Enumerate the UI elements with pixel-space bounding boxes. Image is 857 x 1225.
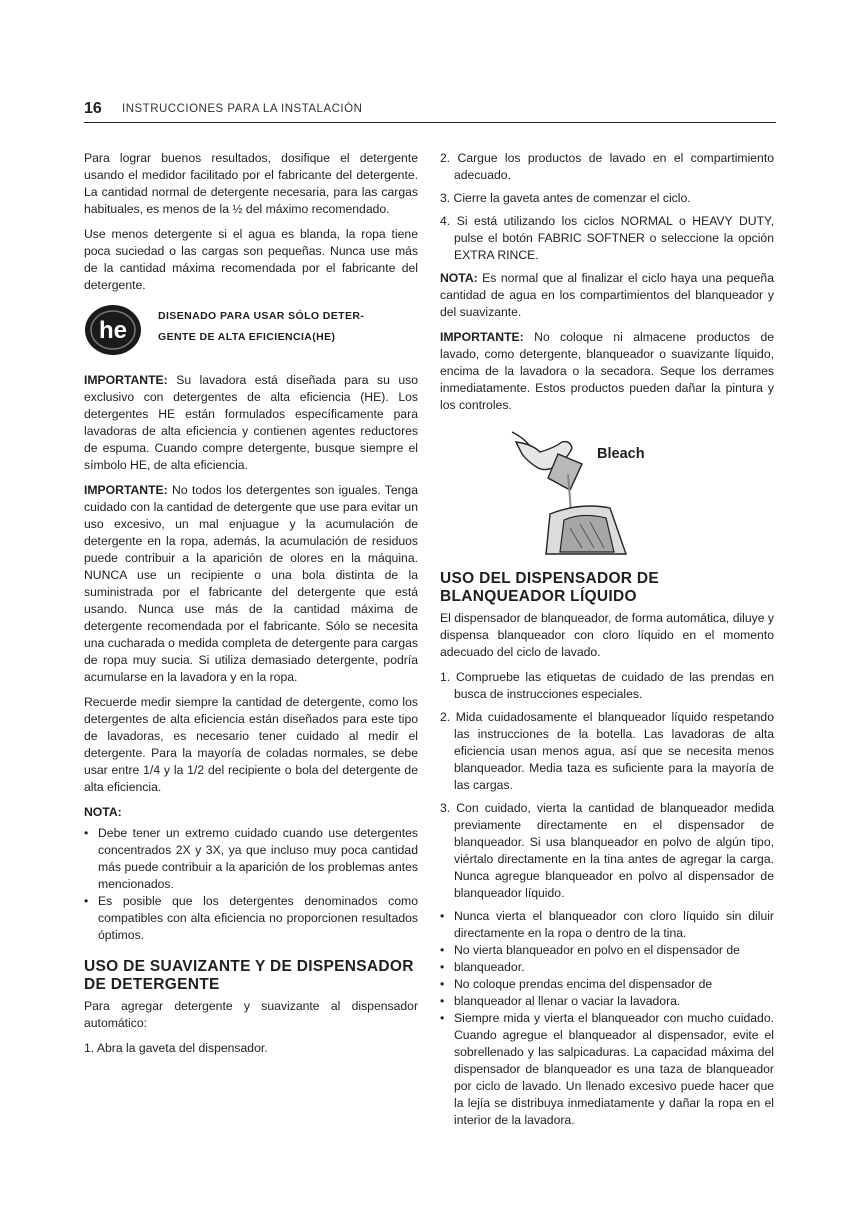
- important-storage-text: No coloque ni almacene productos de lavado, como detergente, blanqueador o suavizante líquido, encima de la lavadora o la secadora. Seque los derrames inmediatamente. Estos productos pueden dañar la pintura y los controles.: [440, 330, 774, 412]
- section-title: INSTRUCCIONES PARA LA INSTALACIÓN: [122, 103, 363, 115]
- measure-paragraph: Recuerde medir siempre la cantidad de detergente, como los detergentes de alta eficiencia están diseñados para este tipo de lavadoras, es necesario tener cuidado al medir el detergente. Para la mayoría de coladas normales, se debe usar entre 1/4 y la 1/2 del recipiente o bola del detergente de alta eficiencia.: [84, 695, 418, 794]
- page-header: [84, 100, 776, 123]
- bleach-illustration: [440, 424, 774, 556]
- list-item: • Es posible que los detergentes denominados como compatibles con alta eficiencia no proporcionen resultados óptimos.: [84, 893, 418, 944]
- page-number: 16: [84, 100, 102, 117]
- dispenser-heading: USO DE SUAVIZANTE Y DE DISPENSADOR DE DETERGENTE: [84, 958, 414, 993]
- bleach-step-3: 3. Con cuidado, vierta la cantidad de blanqueador medida previamente directamente en el dispensador de blanqueador. Si usa blanqueador en polvo de algún tipo, viértalo directamente en la tina antes de agregar la carga. Nunca agregue blanqueador en polvo al dispensador de blanqueador líquido.: [440, 801, 774, 900]
- soft-water-paragraph: Use menos detergente si el agua es blanda, la ropa tiene poca suciedad o las cargas son pequeñas. Nunca use más de la cantidad máxima recomendada por el fabricante del detergente.: [84, 227, 418, 292]
- important-he-paragraph: [84, 372, 418, 474]
- step-1: 1. Abra la gaveta del dispensador.: [84, 1041, 268, 1055]
- step-2: 2. Cargue los productos de lavado en el compartimiento adecuado.: [440, 151, 774, 182]
- bleach-label: Bleach: [597, 446, 645, 462]
- list-item: • blanqueador.: [440, 959, 774, 976]
- pouring-bleach-icon: [510, 424, 650, 556]
- he-notice-line-2: GENTE DE ALTA EFICIENCIA(HE): [158, 331, 336, 343]
- note-text: Es normal que al finalizar el ciclo haya una pequeña cantidad de agua en los compartimientos del blanqueador y del suavizante.: [440, 271, 774, 319]
- right-column: [440, 150, 774, 1129]
- he-logo-text: he: [98, 317, 128, 344]
- note-paragraph: [440, 270, 774, 321]
- bleach-step-2: 2. Mida cuidadosamente el blanqueador líquido respetando las instrucciones de la botella. Las lavadoras de alta eficiencia usan menos agua, así que se necesita menos blanqueador. Media taza es suficiente para la mayoría de las cargas.: [440, 710, 774, 792]
- important-label: IMPORTANTE:: [84, 373, 168, 387]
- important-he-text: Su lavadora está diseñada para su uso exclusivo con detergentes de alta eficiencia (HE). Los detergentes HE están formulados específicamente para lavadoras de alta eficiencia y contienen agentes reductores de espuma. Cuando compre detergente, busque siempre el símbolo HE, de alta eficiencia.: [84, 373, 418, 472]
- note-label: NOTA:: [84, 805, 122, 819]
- dispenser-intro: Para agregar detergente y suavizante al dispensador automático:: [84, 999, 418, 1030]
- step-4: 4. Si está utilizando los ciclos NORMAL o HEAVY DUTY, pulse el botón FABRIC SOFTNER o seleccione la opción EXTRA RINCE.: [440, 214, 774, 262]
- important-dosage-text: No todos los detergentes son iguales. Tenga cuidado con la cantidad de detergente que use para evitar un uso excesivo, un mal enjuague y la acumulación de detergente en la ropa, además, la acumulación de residuos puede contribuir a la aparición de olores en la máquina. NUNCA use un recipiente o una bola distinta de la suministrada por el fabricante del detergente que está usando. Nunca use más de la cantidad máxima de detergente recomendada por el fabricante. Sólo se necesita una cucharada o medida completa de detergente para cargas de ropa muy sucia. Si utiliza demasiado detergente, podría acumularse en la lavadora y en la ropa.: [84, 483, 418, 684]
- he-logo-icon: [84, 304, 144, 356]
- list-item: • No coloque prendas encima del dispensador de: [440, 976, 774, 993]
- important-dosage-paragraph: [84, 482, 418, 686]
- he-notice-text: [158, 306, 364, 348]
- list-item: • No vierta blanqueador en polvo en el dispensador de: [440, 942, 774, 959]
- important-label: IMPORTANTE:: [84, 483, 168, 497]
- step-3: 3. Cierre la gaveta antes de comenzar el ciclo.: [440, 191, 691, 205]
- list-item: • Siempre mida y vierta el blanqueador con mucho cuidado. Cuando agregue el blanqueador al dispensador, evite el sobrellenado y las salpicaduras. La capacidad máxima del dispensador de blanqueador es una taza de blanqueador por ciclo de lavado. Un llenado excesivo puede hacer que la lejía se distribuya inmediatamente y dañar la ropa en el interior de la lavadora.: [440, 1010, 774, 1129]
- bleach-step-1: 1. Compruebe las etiquetas de cuidado de las prendas en busca de instrucciones especiales.: [440, 670, 774, 701]
- list-item: • blanqueador al llenar o vaciar la lavadora.: [440, 993, 774, 1010]
- important-label: IMPORTANTE:: [440, 330, 524, 344]
- he-notice-line-1: DISENADO PARA USAR SÓLO DETER-: [158, 310, 365, 322]
- bleach-dispenser-heading: USO DEL DISPENSADOR DE BLANQUEADOR LÍQUIDO: [440, 570, 660, 605]
- list-item: • Nunca vierta el blanqueador con cloro líquido sin diluir directamente en la ropa o dentro de la tina.: [440, 908, 774, 942]
- important-storage-paragraph: [440, 329, 774, 414]
- intro-paragraph: Para lograr buenos resultados, dosifique el detergente usando el medidor facilitado por el fabricante del detergente. La cantidad normal de detergente necesaria, para las cargas habituales, es menos de la ½ del máximo recomendado.: [84, 151, 418, 216]
- left-column: [84, 150, 418, 1065]
- list-item: • Debe tener un extremo cuidado cuando use detergentes concentrados 2X y 3X, ya que incluso muy poca cantidad más puede contribuir a la aparición de los problemas antes mencionados.: [84, 825, 418, 893]
- he-notice: [84, 304, 418, 364]
- bleach-intro: El dispensador de blanqueador, de forma automática, diluye y dispensa blanqueador con cloro líquido en el momento adecuado del ciclo de lavado.: [440, 611, 775, 659]
- note-label: NOTA:: [440, 271, 478, 285]
